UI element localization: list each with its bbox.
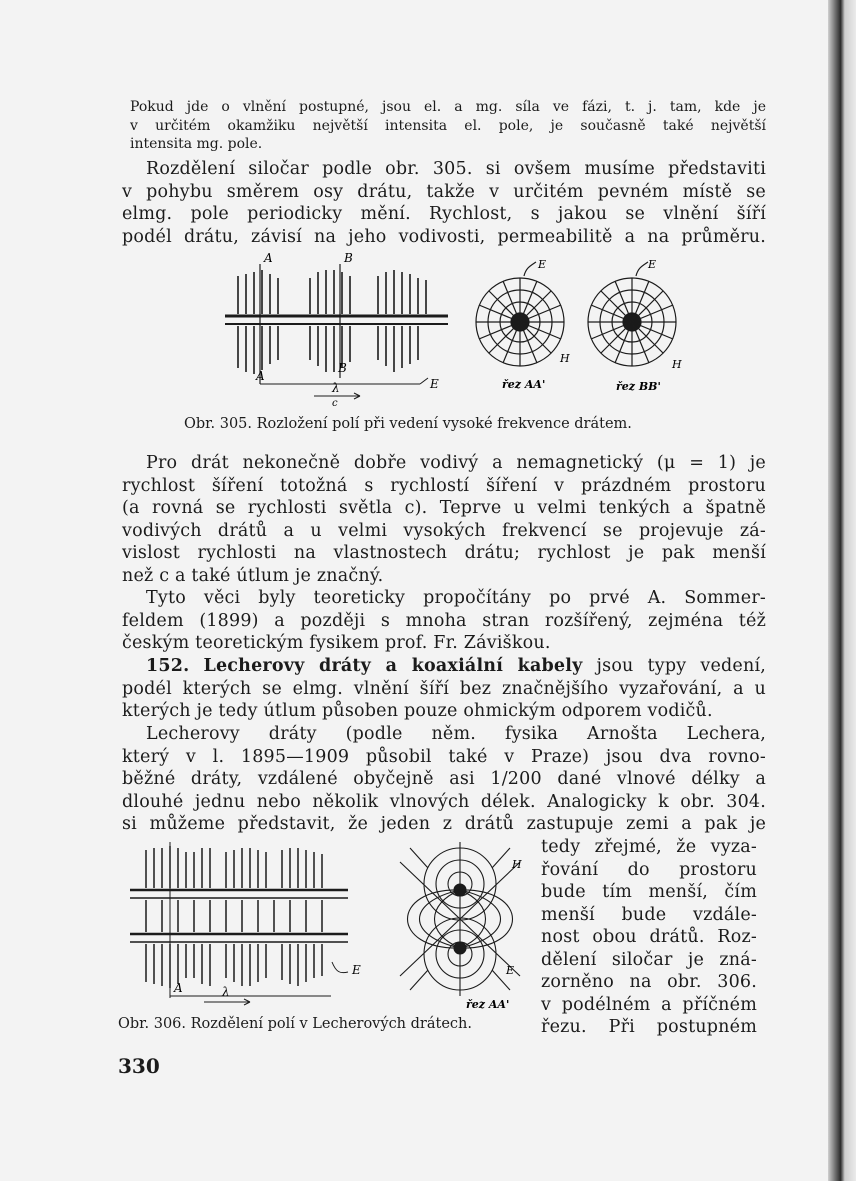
text-line: vodivých drátů a u velmi vysokých frekvencí se projevuje zá-	[122, 520, 766, 541]
paragraph-2	[122, 452, 766, 587]
text-line: nost obou drátů. Roz-	[541, 927, 757, 947]
label-c: c	[332, 398, 338, 409]
text-line: intensita mg. pole.	[130, 136, 263, 152]
text-line: Tyto věci byly teoreticky propočítány po prvé A. Sommer-	[146, 588, 766, 608]
section-title: Lecherovy dráty a koaxiální kabely	[203, 656, 583, 676]
text-line: v určitém okamžiku největší intensita el. pole, je současně také největší	[130, 117, 766, 134]
text-line: menší bude vzdále-	[541, 904, 757, 925]
intro-paragraph	[130, 98, 766, 154]
text-line: feldem (1899) a později s mnoha stran rozšířený, zejména též	[122, 610, 766, 631]
label-a: A	[174, 981, 183, 995]
text-line: Pro drát nekonečně dobře vodivý a nemagnetický (μ = 1) je	[146, 453, 766, 473]
label-b: B	[344, 251, 353, 265]
text-line: podél kterých se elmg. vlnění šíří bez značnějšího vyzařování, a u	[122, 678, 766, 699]
section-number: 152.	[146, 656, 190, 676]
label-e-section: E	[506, 964, 515, 977]
text-line: běžné dráty, vzdálené obyčejně asi 1/200 dané vlnové délky a	[122, 769, 766, 789]
text-line: tedy zřejmé, že vyza-	[541, 837, 757, 857]
label-a-bottom: A	[256, 369, 265, 383]
label-e: E	[430, 377, 439, 391]
section-heading-rest: jsou typy vedení,	[596, 656, 767, 676]
text-line: kterých je tedy útlum působen pouze ohmickým odporem vodičů.	[122, 701, 713, 721]
text-line: Rozdělení siločar podle obr. 305. si ovšem musíme představiti	[146, 159, 766, 179]
text-line: rychlost šíření totožná s rychlostí šíření v prázdném prostoru	[122, 475, 766, 496]
label-e-section-2: E	[648, 258, 657, 271]
figure-306	[126, 842, 536, 1012]
figure-306-caption: Obr. 306. Rozdělení polí v Lecherových drátech.	[118, 1016, 472, 1032]
label-b-bottom: B	[338, 361, 347, 375]
text-line: vislost rychlosti na vlastnostech drátu; rychlost je pak menší	[122, 543, 766, 563]
text-line: v pohybu směrem osy drátu, takže v určitém pevném místě se	[122, 181, 766, 202]
section-heading-line	[122, 655, 766, 678]
figure-305	[220, 251, 780, 409]
paragraph-4	[122, 723, 766, 836]
label-lambda: λ	[332, 381, 340, 395]
label-e: E	[352, 963, 361, 977]
label-section-aa: řez AA'	[466, 998, 510, 1011]
section-152	[122, 655, 766, 723]
text-line: řování do prostoru	[541, 859, 757, 880]
text-line: (a rovná se rychlosti světla c). Teprve u velmi tenkých a špatně	[122, 498, 766, 518]
label-e-section: E	[538, 258, 547, 271]
label-a: A	[264, 251, 273, 265]
text-line: v podélném a příčném	[541, 994, 757, 1015]
text-line: si můžeme představit, že jeden z drátů zastupuje zemi a pak je	[122, 814, 766, 834]
label-h-section-2: H	[672, 358, 682, 371]
text-line: elmg. pole periodicky mění. Rychlost, s jakou se vlnění šíří	[122, 204, 766, 224]
text-line: Pokud jde o vlnění postupné, jsou el. a mg. síla ve fázi, t. j. tam, kde je	[130, 99, 766, 115]
text-line: českým teoretickým fysikem prof. Fr. Záviškou.	[122, 633, 551, 653]
text-line: zorněno na obr. 306.	[541, 972, 757, 992]
label-section-aa: řez AA'	[502, 378, 546, 391]
text-line: bude tím menší, čím	[541, 882, 757, 902]
page-number: 330	[118, 1054, 160, 1078]
text-line: který v l. 1895—1909 působil také v Praze) jsou dva rovno-	[122, 746, 766, 767]
label-h: H	[512, 858, 522, 871]
paragraph-4-side	[541, 836, 757, 1039]
text-line: dělení siločar je zná-	[541, 949, 757, 970]
label-lambda: λ	[222, 985, 230, 999]
label-section-bb: řez BB'	[616, 380, 661, 393]
text-line: dlouhé jednu nebo několik vlnových délek. Analogicky k obr. 304.	[122, 791, 766, 812]
label-h-section: H	[560, 352, 570, 365]
text-line: řezu. Při postupném	[541, 1017, 757, 1037]
paragraph-1	[122, 158, 766, 248]
text-line: podél drátu, závisí na jeho vodivosti, permeabilitě a na průměru.	[122, 226, 766, 247]
figure-305-caption: Obr. 305. Rozložení polí při vedení vysoké frekvence drátem.	[184, 416, 632, 432]
page-edge-shadow	[828, 0, 856, 1181]
text-line: Lecherovy dráty (podle něm. fysika Arnošta Lechera,	[146, 724, 766, 744]
paragraph-3	[122, 587, 766, 655]
text-line: než c a také útlum je značný.	[122, 565, 384, 586]
